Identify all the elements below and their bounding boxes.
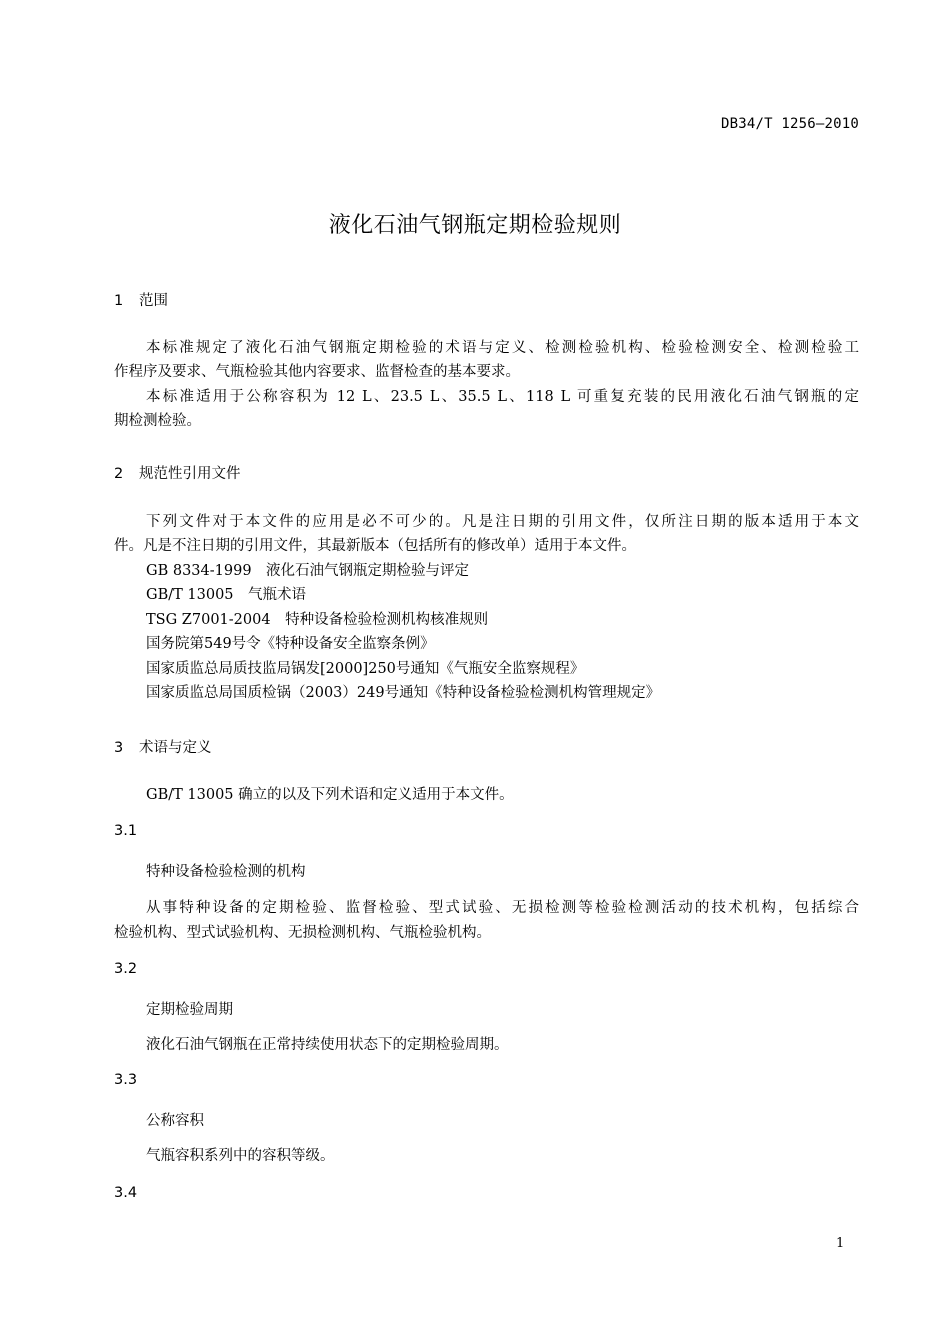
paragraph-line: 件。凡是不注日期的引用文件，其最新版本（包括所有的修改单）适用于本文件。 xyxy=(114,538,636,554)
reference-item: GB 8334-1999 液化石油气钢瓶定期检验与评定 xyxy=(146,563,470,579)
paragraph-line: 作程序及要求、气瓶检验其他内容要求、监督检查的基本要求。 xyxy=(114,364,520,380)
section-number: 1 xyxy=(114,293,124,309)
term-name: 特种设备检验检测的机构 xyxy=(146,864,306,880)
section-title: 术语与定义 xyxy=(139,740,212,756)
reference-item: 国家质监总局质技监局锅发[2000]250号通知《气瓶安全监察规程》 xyxy=(146,661,585,677)
reference-item: 国务院第549号令《特种设备安全监察条例》 xyxy=(146,636,435,652)
section-1-heading xyxy=(114,289,168,310)
reference-item: GB/T 13005 气瓶术语 xyxy=(146,587,307,603)
reference-item: TSG Z7001-2004 特种设备检验检测机构核准规则 xyxy=(146,612,489,628)
clause-number: 3.2 xyxy=(114,961,138,977)
page-number: 1 xyxy=(836,1236,845,1251)
section-number: 3 xyxy=(114,740,124,756)
paragraph-line: 期检测检验。 xyxy=(114,413,201,429)
section-2-heading xyxy=(114,462,241,483)
clause-number: 3.1 xyxy=(114,823,138,839)
document-title: 液化石油气钢瓶定期检验规则 xyxy=(328,213,622,238)
section-title: 规范性引用文件 xyxy=(139,466,241,482)
definition-line: 气瓶容积系列中的容积等级。 xyxy=(146,1148,335,1164)
definition-line: 液化石油气钢瓶在正常持续使用状态下的定期检验周期。 xyxy=(146,1037,509,1053)
paragraph-line: 本标准规定了液化石油气钢瓶定期检验的术语与定义、检测检验机构、检验检测安全、检测检验工 xyxy=(146,340,859,356)
standard-code: DB34/T 1256—2010 xyxy=(720,116,859,132)
term-name: 公称容积 xyxy=(146,1113,204,1129)
reference-item: 国家质监总局国质检锅（2003）249号通知《特种设备检验检测机构管理规定》 xyxy=(146,685,661,701)
definition-line: 从事特种设备的定期检验、监督检验、型式试验、无损检测等检验检测活动的技术机构，包括综合 xyxy=(146,900,859,916)
term-name: 定期检验周期 xyxy=(146,1002,233,1018)
paragraph-line: 下列文件对于本文件的应用是必不可少的。凡是注日期的引用文件，仅所注日期的版本适用于本文 xyxy=(146,514,859,530)
paragraph-line: GB/T 13005 确立的以及下列术语和定义适用于本文件。 xyxy=(146,787,514,803)
section-title: 范围 xyxy=(139,293,168,309)
paragraph-line: 本标准适用于公称容积为 12 L、23.5 L、35.5 L、118 L 可重复充装的民用液化石油气钢瓶的定 xyxy=(146,389,859,405)
section-number: 2 xyxy=(114,466,124,482)
clause-number: 3.3 xyxy=(114,1072,138,1088)
definition-line: 检验机构、型式试验机构、无损检测机构、气瓶检验机构。 xyxy=(114,925,491,941)
clause-number: 3.4 xyxy=(114,1185,138,1201)
section-3-heading xyxy=(114,736,212,757)
